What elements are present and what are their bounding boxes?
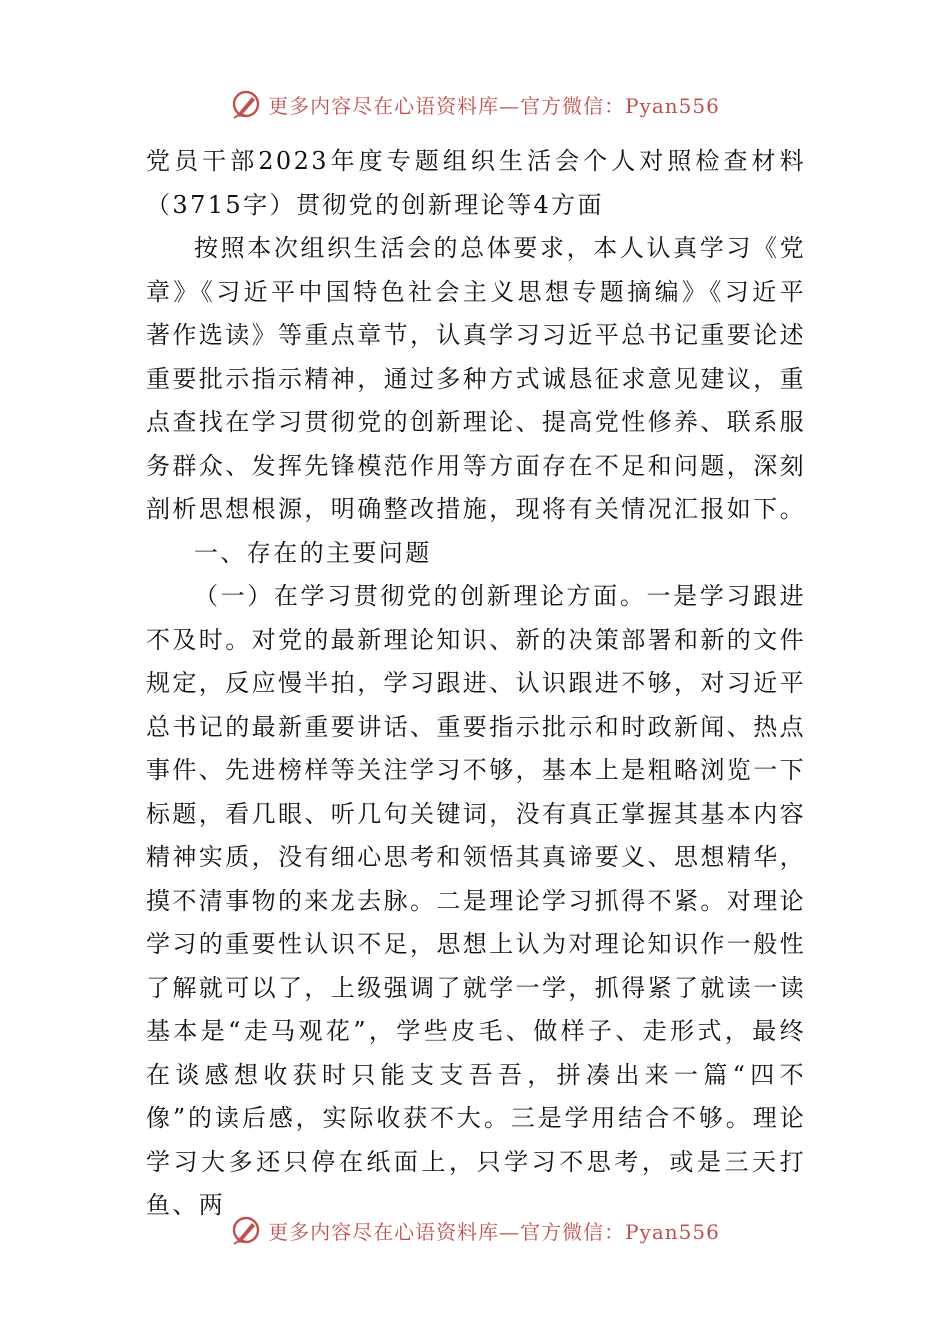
- watermark-text: 更多内容尽在心语资料库—官方微信：Pyan556: [268, 1219, 720, 1244]
- watermark-header: [0, 84, 950, 124]
- section-heading: 一、存在的主要问题: [194, 538, 432, 567]
- document-body: [146, 140, 806, 1228]
- watermark-footer: [0, 1210, 950, 1250]
- pen-circle-logo-icon: [230, 88, 262, 120]
- watermark-text: 更多内容尽在心语资料库—官方微信：Pyan556: [268, 93, 720, 118]
- document-title: 党员干部2023年度专题组织生活会个人对照检查材料（3715字）贯彻党的创新理论等4方面: [146, 147, 806, 219]
- section-paragraph: （一）在学习贯彻党的创新理论方面。一是学习跟进不及时。对党的最新理论知识、新的决策部署和新的文件规定，反应慢半拍，学习跟进、认识跟进不够，对习近平总书记的最新重要讲话、重要指示批示和时政新闻、热点事件、先进榜样等关注学习不够，基本上是粗略浏览一下标题，看几眼、听几句关键词，没有真正掌握其基本内容精神实质，没有细心思考和领悟其真谛要义、思想精华，摸不清事物的来龙去脉。二是理论学习抓得不紧。对理论学习的重要性认识不足，思想上认为对理论知识作一般性了解就可以了，上级强调了就学一学，抓得紧了就读一读基本是“走马观花”，学些皮毛、做样子、走形式，最终在谈感想收获时只能支支吾吾，拼凑出来一篇“四不像”的读后感，实际收获不大。三是学用结合不够。理论学习大多还只停在纸面上，只学习不思考，或是三天打鱼、两: [146, 582, 806, 1219]
- pen-circle-logo-icon: [230, 1214, 262, 1246]
- intro-paragraph: 按照本次组织生活会的总体要求，本人认真学习《党章》《习近平中国特色社会主义思想专题摘编》《习近平著作选读》等重点章节，认真学习习近平总书记重要论述重要批示指示精神，通过多种方式诚恳征求意见建议，重点查找在学习贯彻党的创新理论、提高党性修养、联系服务群众、发挥先锋模范作用等方面存在不足和问题，深刻剖析思想根源，明确整改措施，现将有关情况汇报如下。: [146, 234, 806, 523]
